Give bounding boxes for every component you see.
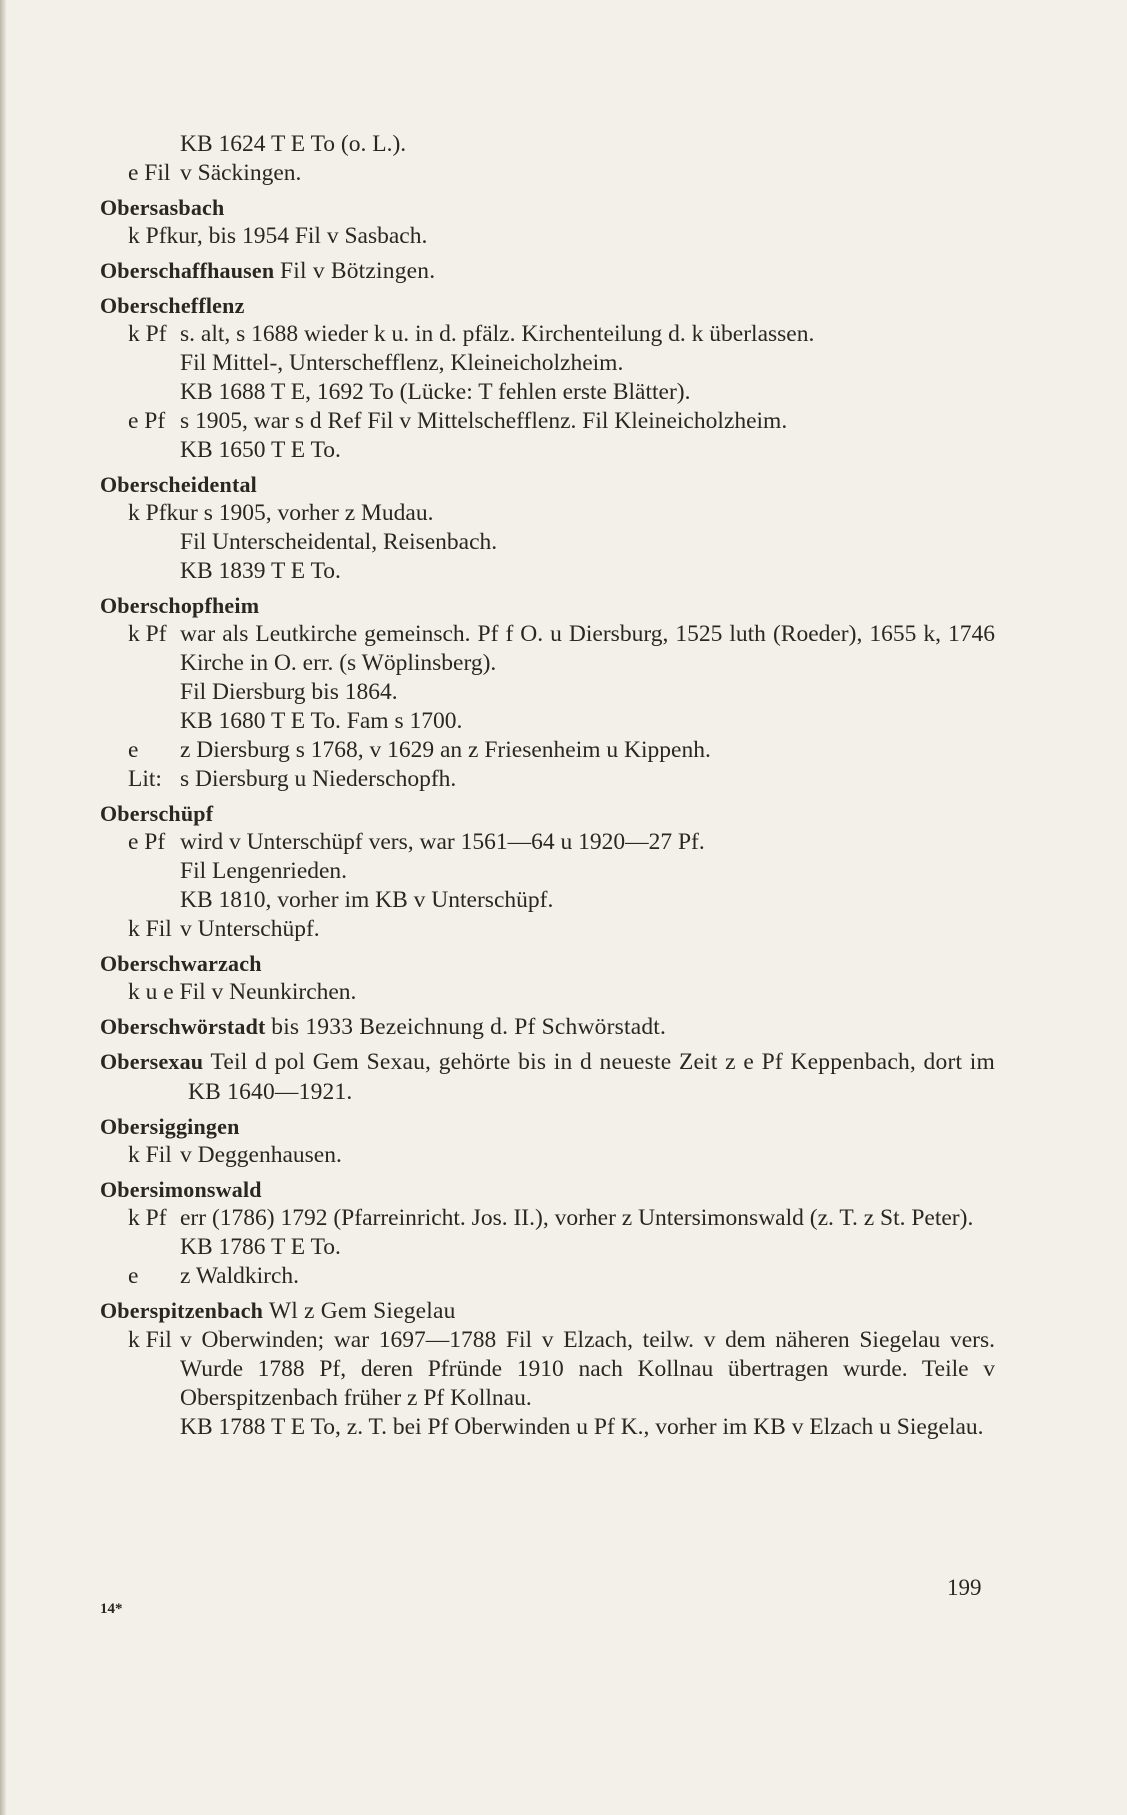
page-edge (0, 0, 6, 1815)
entry-title: Obersimonswald (100, 1177, 262, 1202)
entry-line (100, 1233, 995, 1262)
entry (100, 1012, 995, 1042)
entry-label: k Fil (128, 1142, 172, 1168)
entry-title: Obersiggingen (100, 1114, 240, 1139)
entry-line (100, 1204, 995, 1233)
entry-line (100, 915, 995, 944)
entry-label (100, 557, 180, 586)
entry (100, 591, 995, 794)
entry-label: k Fil (128, 1327, 172, 1353)
entry-title: Oberschopfheim (100, 593, 260, 618)
entry-line (100, 557, 995, 586)
entry-label: k Fil (128, 916, 172, 942)
entry (100, 1047, 995, 1107)
entry-label: e Fil (128, 160, 171, 186)
entry-line (100, 678, 995, 707)
entry-line (100, 620, 995, 678)
entry-line (100, 320, 995, 349)
entry-heading (100, 256, 995, 286)
entry-text: KB 1810, vorher im KB v Unterschüpf. (180, 887, 554, 913)
entry-label (100, 1413, 180, 1442)
entry-line (100, 499, 995, 528)
entry (100, 256, 995, 286)
entry-text: KB 1839 T E To. (180, 558, 341, 584)
entry-title: Obersasbach (100, 195, 225, 220)
entry-label: k Pf (128, 321, 167, 347)
entry-line (100, 978, 995, 1007)
entry-label (100, 678, 180, 707)
entry-line (100, 159, 995, 188)
entry-text: KB 1650 T E To. (180, 437, 341, 463)
entry-text: err (1786) 1792 (Pfarreinricht. Jos. II.), vorher z Untersimonswald (z. T. z St. Peter). (180, 1205, 974, 1231)
entry-label (100, 349, 180, 378)
entry-text: KB 1688 T E, 1692 To (Lücke: T fehlen erste Blätter). (180, 379, 691, 405)
entry (100, 949, 995, 1007)
entry-line (100, 736, 995, 765)
entry-line (100, 857, 995, 886)
entry-text: s 1905, war s d Ref Fil v Mittelschefflenz. Fil Kleineicholzheim. (180, 408, 788, 434)
entry-label: Lit: (128, 766, 162, 792)
entry-label (100, 436, 180, 465)
entry-label (100, 528, 180, 557)
entry-line (100, 130, 995, 159)
entry-text: KB 1680 T E To. Fam s 1700. (180, 708, 463, 734)
entry-label (100, 707, 180, 736)
entry-label: e (128, 1263, 139, 1289)
entry-text: z Diersburg s 1768, v 1629 an z Friesenheim u Kippenh. (180, 737, 711, 763)
entry-inline-text: bis 1933 Bezeichnung d. Pf Schwörstadt. (271, 1014, 667, 1040)
entry-label: k Pfkur (128, 500, 198, 526)
entry-title: Oberschefflenz (100, 293, 245, 318)
entry-text: KB 1624 T E To (o. L.). (180, 131, 407, 157)
entry-inline-text: Wl z Gem Siegelau (268, 1298, 456, 1324)
entry-text: v Säckingen. (180, 160, 302, 186)
entry (100, 1112, 995, 1170)
entry-line (100, 528, 995, 557)
entry-text: war als Leutkirche gemeinsch. Pf f O. u Diersburg, 1525 luth (Roeder), 1655 k, 1746 Kirche in O. err. (s Wöplinsberg). (180, 621, 995, 676)
entry-text: Fil Diersburg bis 1864. (180, 679, 398, 705)
entry-label (100, 378, 180, 407)
entry-inline-text: Fil v Bötzingen. (280, 258, 436, 284)
entry-text: s Diersburg u Niederschopfh. (180, 766, 457, 792)
entry-label: k Pf (128, 1205, 167, 1231)
entry-line (100, 707, 995, 736)
entry-line (100, 828, 995, 857)
entry (100, 193, 995, 251)
entry-label: e Pf (128, 408, 166, 434)
entry-label (100, 1233, 180, 1262)
entry-heading (100, 1012, 995, 1042)
entry-label: e (128, 737, 139, 763)
entry-text: Fil Unterscheidental, Reisenbach. (180, 529, 498, 555)
entry-text: KB 1786 T E To. (180, 1234, 341, 1260)
entry-text: KB 1788 T E To, z. T. bei Pf Oberwinden u Pf K., vorher im KB v Elzach u Siegelau. (180, 1414, 984, 1440)
entry-label: k Pf (128, 621, 167, 647)
entry-text: v Unterschüpf. (180, 916, 320, 942)
entry-text: k Pfkur, bis 1954 Fil v Sasbach. (128, 223, 428, 249)
entry-title: Oberschüpf (100, 801, 214, 826)
entry-heading (100, 1296, 995, 1326)
entry-line (100, 886, 995, 915)
entry-text: Fil Lengenrieden. (180, 858, 348, 884)
entry (100, 291, 995, 465)
entry-line (100, 1413, 995, 1442)
entry-text: k u e Fil v Neunkirchen. (128, 979, 357, 1005)
page-number: 199 (947, 1575, 982, 1600)
entry-text: v Oberwinden; war 1697—1788 Fil v Elzach, teilw. v dem näheren Siegelau vers. Wurde 1788 Pf, deren Pfründe 1910 nach Kollnau übertragen wurde. Teile v Oberspitzenbach früher z Pf Kollnau. (180, 1327, 995, 1411)
entry-line (100, 436, 995, 465)
signature-mark: 14* (100, 1601, 123, 1617)
entry-label (100, 130, 180, 159)
entry-line (100, 378, 995, 407)
entry-text: wird v Unterschüpf vers, war 1561—64 u 1920—27 Pf. (180, 829, 705, 855)
entry-text: s. alt, s 1688 wieder k u. in d. pfälz. Kirchenteilung d. k überlassen. (180, 321, 815, 347)
entry-text: v Deggenhausen. (180, 1142, 342, 1168)
entry-line (100, 1262, 995, 1291)
entry-text: z Waldkirch. (180, 1263, 300, 1289)
entry-title: Oberschwörstadt (100, 1014, 266, 1039)
entry-title: Oberschwarzach (100, 951, 262, 976)
entry-title: Oberscheidental (100, 472, 257, 497)
entry (100, 799, 995, 944)
entry-line (100, 1326, 995, 1413)
entry-text: Fil Mittel-, Unterschefflenz, Kleineicholzheim. (180, 350, 624, 376)
entry (100, 470, 995, 586)
entry-line (100, 765, 995, 794)
entry-heading (100, 1047, 995, 1107)
entries-list (100, 193, 995, 1442)
entry-title: Obersexau (100, 1049, 204, 1074)
entry-title: Oberspitzenbach (100, 1298, 264, 1323)
entry-inline-text: Teil d pol Gem Sexau, gehörte bis in d neueste Zeit z e Pf Keppenbach, dort im KB 1640—1921. (188, 1049, 995, 1105)
entry-text: s 1905, vorher z Mudau. (203, 500, 434, 526)
entry-label (100, 857, 180, 886)
entry (100, 1296, 995, 1442)
entry-label: e Pf (128, 829, 166, 855)
entry-title: Oberschaffhausen (100, 258, 275, 283)
entry-line (100, 349, 995, 378)
entry-label (100, 886, 180, 915)
entry-line (100, 407, 995, 436)
entry (100, 1175, 995, 1291)
entry-line (100, 1141, 995, 1170)
entry-line (100, 222, 995, 251)
dictionary-page (100, 130, 995, 1442)
